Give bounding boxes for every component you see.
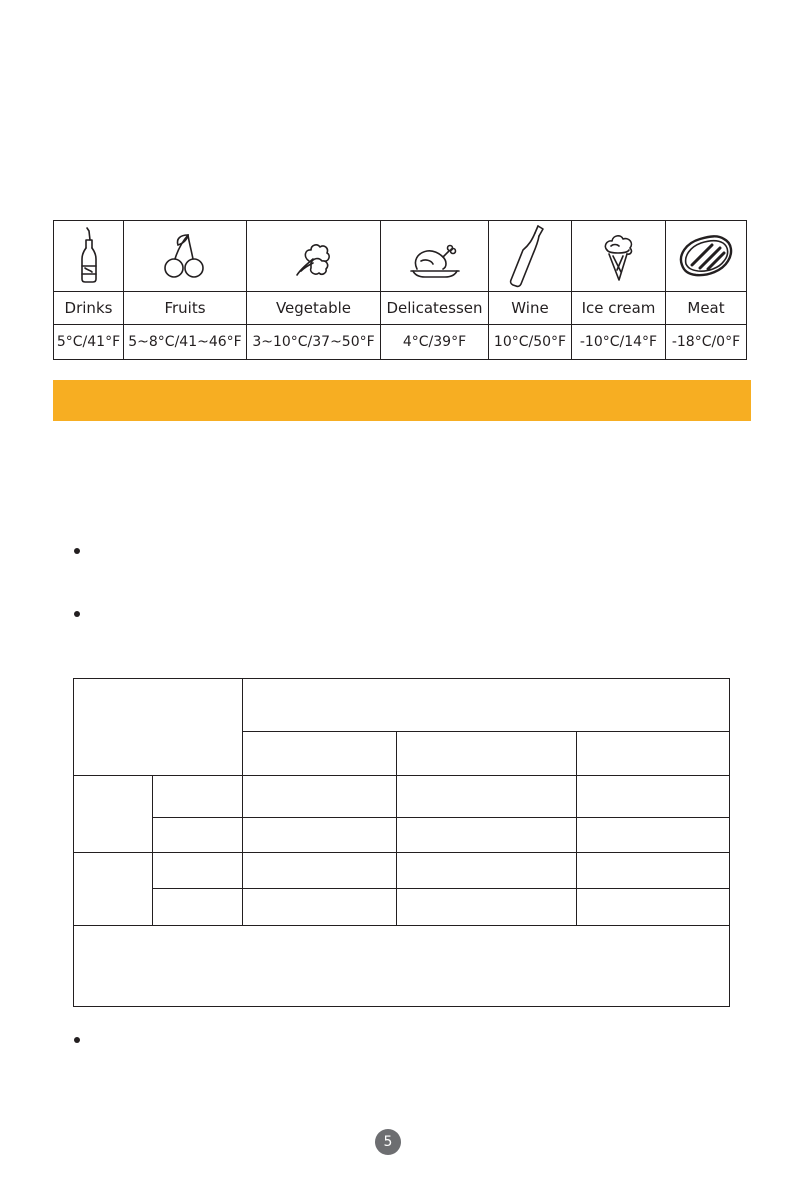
bullet-point [74, 1037, 80, 1043]
meat-icon-cell [666, 221, 747, 292]
ice-cream-icon [599, 228, 639, 284]
vegetable-temperature: 3~10°C/37~50°F [247, 325, 381, 360]
meat-temperature: -18°C/0°F [666, 325, 747, 360]
vegetable-icon-cell [247, 221, 381, 292]
fruits-icon-cell [124, 221, 247, 292]
wine-temperature: 10°C/50°F [489, 325, 572, 360]
grid-line [576, 731, 577, 925]
delicatessen-icon-cell [381, 221, 489, 292]
food-storage-table [53, 220, 747, 360]
empty-grid-table [73, 678, 730, 1007]
vegetable-icon [289, 231, 339, 281]
cherries-icon [160, 231, 210, 281]
delicatessen-label: Delicatessen [381, 292, 489, 325]
drinks-temperature: 5°C/41°F [54, 325, 124, 360]
grid-line [152, 775, 153, 925]
grid-line [242, 731, 730, 732]
steak-icon [676, 231, 736, 281]
meat-label: Meat [666, 292, 747, 325]
grid-line [152, 817, 730, 818]
grid-line [74, 775, 730, 776]
bullet-point [74, 611, 80, 617]
ice-cream-label: Ice cream [572, 292, 666, 325]
delicatessen-temperature: 4°C/39°F [381, 325, 489, 360]
ice-cream-temperature: -10°C/14°F [572, 325, 666, 360]
roast-chicken-icon [405, 231, 465, 281]
section-banner [53, 380, 751, 421]
soda-bottle-icon [74, 226, 104, 286]
wine-label: Wine [489, 292, 572, 325]
wine-bottle-icon [505, 223, 555, 289]
grid-line [74, 925, 730, 926]
ice-cream-icon-cell [572, 221, 666, 292]
drinks-icon-cell [54, 221, 124, 292]
vegetable-label: Vegetable [247, 292, 381, 325]
wine-icon-cell [489, 221, 572, 292]
grid-line [396, 731, 397, 925]
bullet-point [74, 548, 80, 554]
fruits-temperature: 5~8°C/41~46°F [124, 325, 247, 360]
drinks-label: Drinks [54, 292, 124, 325]
grid-line [74, 852, 730, 853]
grid-line [242, 679, 243, 925]
fruits-label: Fruits [124, 292, 247, 325]
grid-line [152, 888, 730, 889]
page-number: 5 [375, 1129, 401, 1155]
